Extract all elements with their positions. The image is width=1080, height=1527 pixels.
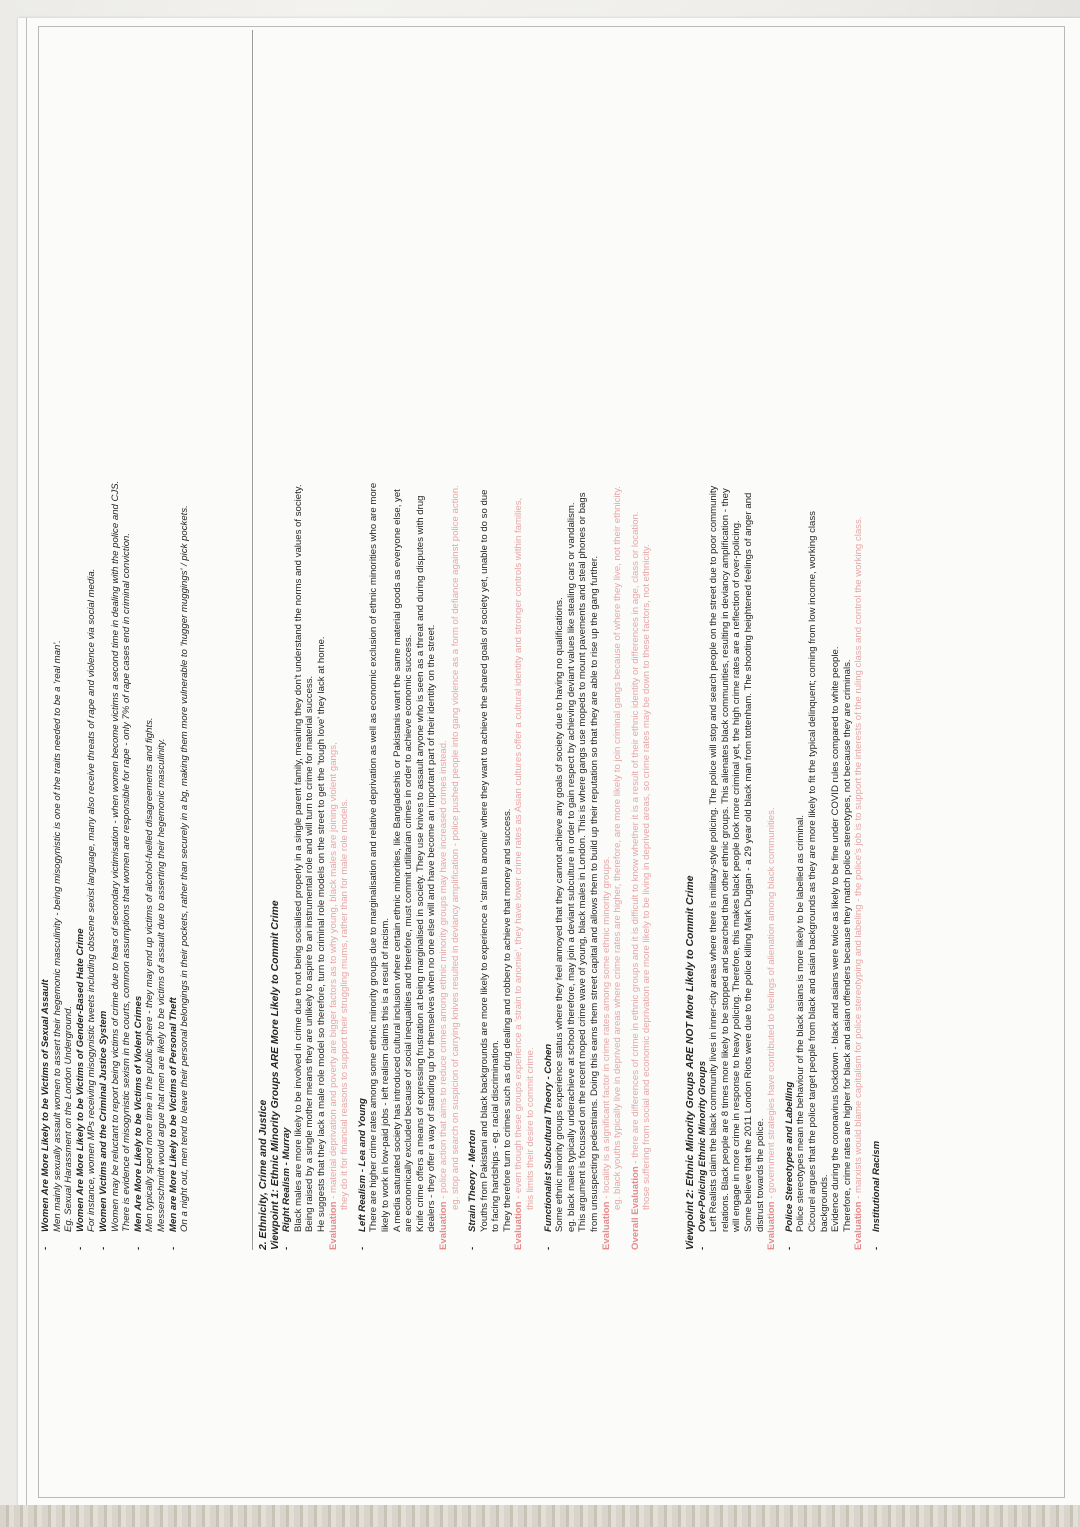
theory-line: backgrounds. (818, 1174, 830, 1232)
evaluation-label: Evaluation (513, 1201, 525, 1250)
theory-line: eg. black males typically underachieve at school therefore, may join a deviant subculture in order to gain respect by achieving deviant values like stealing cars or vandalism. (565, 502, 577, 1232)
theory-line: relations. Black people are 8 times more likely to be stopped and searched than other ethnic groups. This alienates black communities, resulting in deviancy amplification - they (719, 488, 731, 1232)
viewpoint-1-theories (281, 30, 630, 1250)
theory-line: distrust towards the police. (754, 1118, 766, 1232)
section-divider (252, 30, 253, 1250)
theory-block (784, 30, 854, 1250)
overall-evaluation (630, 30, 653, 1250)
theory-line: There are higher crime rates among some ethnic minority groups due to marginalisation and relative deprivation as well as economic exclusion of ethnic minorities who are more (368, 482, 380, 1232)
theory-line: will engage in more crime in response to heavy policing. Therefore, this makes black people look more criminal yet, the high crime rates are a reflection of over-policing. (731, 520, 743, 1232)
theory-line: Knife crime offers a means of expressing frustration at being marginalised in society. They use knives to assault anyone who is seen as a threat and during disputes with drug (414, 495, 426, 1232)
theory-heading: - Strain Theory - Merton (467, 30, 479, 1250)
bullet-heading: - Men are More Likely to be Victims of Personal Theft (168, 30, 180, 1250)
bullet-line: Men typically spend more time in the public sphere - they may end up victims of alcohol-fuelled disagreements and fights. (144, 717, 156, 1232)
theory-heading: - Institutional Racism (871, 30, 883, 1250)
victim-bullet (40, 30, 75, 1250)
theory-heading: - Police Stereotypes and Labelling (784, 30, 796, 1250)
bullet-line: Eg. Sexual Harassment on the London Underground. (63, 1005, 75, 1232)
evaluation-line (853, 30, 865, 1250)
theory-line: from unsuspecting pedestrians. Doing this earns them street capital and allows them to build up their reputation so that they are able to rise up the gang further. (589, 555, 601, 1232)
evaluation-text: - police action that aims to reduce crimes among ethnic minority groups may have increased crimes instead. (437, 740, 449, 1202)
evaluation-text: - locality is a significant factor in crime rates among some ethnic minority groups. (600, 856, 612, 1202)
evaluation-label: Evaluation (853, 1201, 865, 1250)
bullet-heading: - Women Victims and the Criminal Justice System (98, 30, 110, 1250)
theory-block (871, 30, 883, 1250)
evaluation-text: - government strategies have contributed to feelings of alienation among black communities. (766, 807, 778, 1202)
victim-bullet (168, 30, 191, 1250)
theory-line: dealers - they offer a way of standing up for themselves when no one else will and have become an important part of their identity on the street. (426, 624, 438, 1232)
theory-heading: - Right Realism - Murray (281, 30, 293, 1250)
theory-line: He suggests that they lack a male role model so therefore, turn to criminal role models on the street to get the 'tough love' they lack at home. (315, 636, 327, 1232)
evaluation-text: - even though these groups experience a 'strain to anomie', they have lower crime rates as Asian cultures offer a cultural identity and stronger controls within families, (513, 497, 525, 1202)
theory-line: Youths from Pakistani and black backgrounds are more likely to experience a 'strain to anomie' where they want to achieve the shared goals of society yet, unable to do so due (478, 489, 490, 1232)
theory-line: Some ethnic minority groups experience status where they feel annoyed that they cannot achieve any goals of society due to having no qualifications. (554, 597, 566, 1232)
evaluation (328, 30, 351, 1250)
page-edge (0, 1505, 1080, 1527)
theory-heading: - Over-Policing Ethnic Minority Groups (697, 30, 709, 1250)
bullet-line: Women may be reluctant to report being victims of crime due to fears of secondary victimisation - when women become victims a second time in dealing with the police and CJS. (109, 480, 121, 1232)
evaluation-line: eg. stop and search on suspicion of carrying knives resulted in deviancy amplification - police pushed people into gang violence as a form of defiance against police action. (449, 485, 461, 1210)
evaluation-line: they do it for financial reasons to support their struggling mums, rather than for male role models. (339, 798, 351, 1210)
bullet-line: On a night out, men tend to leave their personal belongings in their pockets, rather than securely in a bg, making them more vulnerable to 'hugger muggings' / pick pockets. (179, 505, 191, 1232)
theory-line: Being raised by a single mother means they are unlikely to aspire to an instrumental role and will turn to crime for material success. (304, 675, 316, 1232)
evaluation-text: - marxists would blame capitalism for police stereotyping and labeling - the police's job is to support the interests of the ruling class and control the working class. (853, 516, 865, 1202)
evaluation-label: Evaluation (437, 1201, 449, 1250)
overall-evaluation-line: - there are differences of crime in ethnic groups and it is difficult to know whether it is a result of their ethnic identity or differences in age, class or location. (629, 511, 641, 1167)
bullet-line: Messerschmidt would argue that men are likely to be victims of assault due to asserting their hegemonic masculinity. (155, 738, 167, 1232)
theory-heading: - Left Realism - Lea and Young (357, 30, 369, 1250)
evaluation-line (328, 30, 340, 1250)
rotated-notes-page (20, 20, 1070, 1500)
section-title: 2. Ethnicity, Crime and Justice (258, 1099, 269, 1250)
bullet-heading: - Women Are More Likely to be Victims of Sexual Assault (40, 30, 52, 1250)
theory-line: Evidence during the coronavirus lockdown - black and asians were twice as likely to be fine under COVID rules compared to white people. (830, 646, 842, 1232)
evaluation-text: - material deprivation and poverty are bigger factors as to why young, black males are joining violent gangs, (327, 742, 339, 1202)
evaluation (438, 30, 461, 1250)
bullet-line: Men mainly sexually assault women to assert their hegemonic masculinity - being misogynistic is one of the traits needed to be a 'real man'. (51, 640, 63, 1232)
theory-line: Police stereotypes mean the behaviour of the black asians is more likely to be labelled as criminal. (795, 814, 807, 1232)
bullet-heading: - Men Are More Likely to be Victims of Violent Crimes (133, 30, 145, 1250)
theory-line: Black males are more likely to be involved in crime due to not being socialised properly in a single parent family, meaning they don't understand the norms and values of society. (292, 484, 304, 1232)
theory-block (357, 30, 438, 1250)
evaluation-line: eg. black youths typically live in deprived areas where crime rates are higher, therefore, are more likely to join criminal gangs because of where they live, not their ethnicity. (612, 486, 624, 1210)
bullet-heading: - Women Are More Likely to be Victims of Gender-Based Hate Crime (75, 30, 87, 1250)
evaluation (853, 30, 865, 1250)
theory-line: Left Realists claim the black community lives in inner-city areas where there is military-style policing. The police will stop and search people on the street due to poor community (708, 485, 720, 1232)
victim-bullet (133, 30, 168, 1250)
evaluation-label: Evaluation (766, 1201, 778, 1250)
theory-line: Cicourel argues that the police target people from black and asian backgrounds as they are more likely to fit the typical delinquent; coming from low income, working class (806, 511, 818, 1232)
victim-bullet (98, 30, 133, 1250)
theory-block (697, 30, 767, 1250)
evaluation-label: Evaluation (327, 1201, 339, 1250)
theory-line: Some believe that the 2011 London Riots were due to the police killing Mark Duggan - a 29 year old black man from tottenham. The shooting heightened feelings of anger and (742, 492, 754, 1232)
theory-block (467, 30, 513, 1250)
victim-bullet (75, 30, 98, 1250)
viewpoint-2-theories (697, 30, 889, 1250)
evaluation-line (513, 30, 525, 1250)
section-gender-victims (40, 30, 191, 1250)
bullet-line: There is evidence of misogynistic sexism in the courts, common assumptions that women are responsible for rape - only 7% of rape cases end in criminal conviction. (121, 532, 133, 1232)
evaluation-line: this limits their desire to commit crime. (525, 1047, 537, 1210)
spacer (883, 30, 889, 1250)
viewpoint-2-heading: Viewpoint 2: Ethnic Minority Groups ARE NOT More Likely to Commit Crime (685, 875, 696, 1250)
overall-evaluation-label: Overall Evaluation (629, 1166, 641, 1250)
theory-line: to facing hardships - eg. racial discrimination. (490, 1040, 502, 1232)
theory-block (543, 30, 601, 1250)
theory-line: They therefore turn to crimes such as drug dealing and robbery to achieve that money and success. (501, 808, 513, 1232)
evaluation-line (601, 30, 613, 1250)
theory-line: are economically excluded because of social inequalities and therefore, must commit utilitarian crimes in order to achieve economic success. (403, 634, 415, 1232)
evaluation (513, 30, 536, 1250)
theory-line: likely to work in low-paid jobs - left realism claims this is a result of racism. (379, 917, 391, 1232)
theory-line: A media saturated society has introduced cultural inclusion where certain ethnic minorities, like Bangladeshis or Pakistanis want the same material goods as everyone else, yet (391, 489, 403, 1232)
theory-line: This argument is focussed on the recent moped crime wave of young, black males in London. This is where gangs use mopeds to mount pavements and steal phones or bags (577, 492, 589, 1232)
evaluation (766, 30, 778, 1250)
theory-block (281, 30, 327, 1250)
evaluation (601, 30, 624, 1250)
theory-line: Therefore, crime rates are higher for black and asian offenders because they match police stereotypes, not because they are criminals. (841, 659, 853, 1232)
evaluation-label: Evaluation (600, 1201, 612, 1250)
overall-evaluation-line: those suffering from social and economic deprivation are more likely to be living in deprived areas, so crime rates may be down to these factors, not ethnicity. (641, 544, 653, 1210)
bullet-line: For instance, women MPs receiving misogynistic tweets including obscene sexist language, many also receive threats of rape and violence via social media. (86, 568, 98, 1232)
viewpoint-1-heading: Viewpoint 1: Ethnic Minority Groups ARE More Likely to Commit Crime (269, 900, 281, 1250)
evaluation-line (438, 30, 450, 1250)
theory-heading: - Functionalist Subcultural Theory - Cohen (543, 30, 555, 1250)
evaluation-line (766, 30, 778, 1250)
section-ethnicity (258, 30, 889, 1250)
